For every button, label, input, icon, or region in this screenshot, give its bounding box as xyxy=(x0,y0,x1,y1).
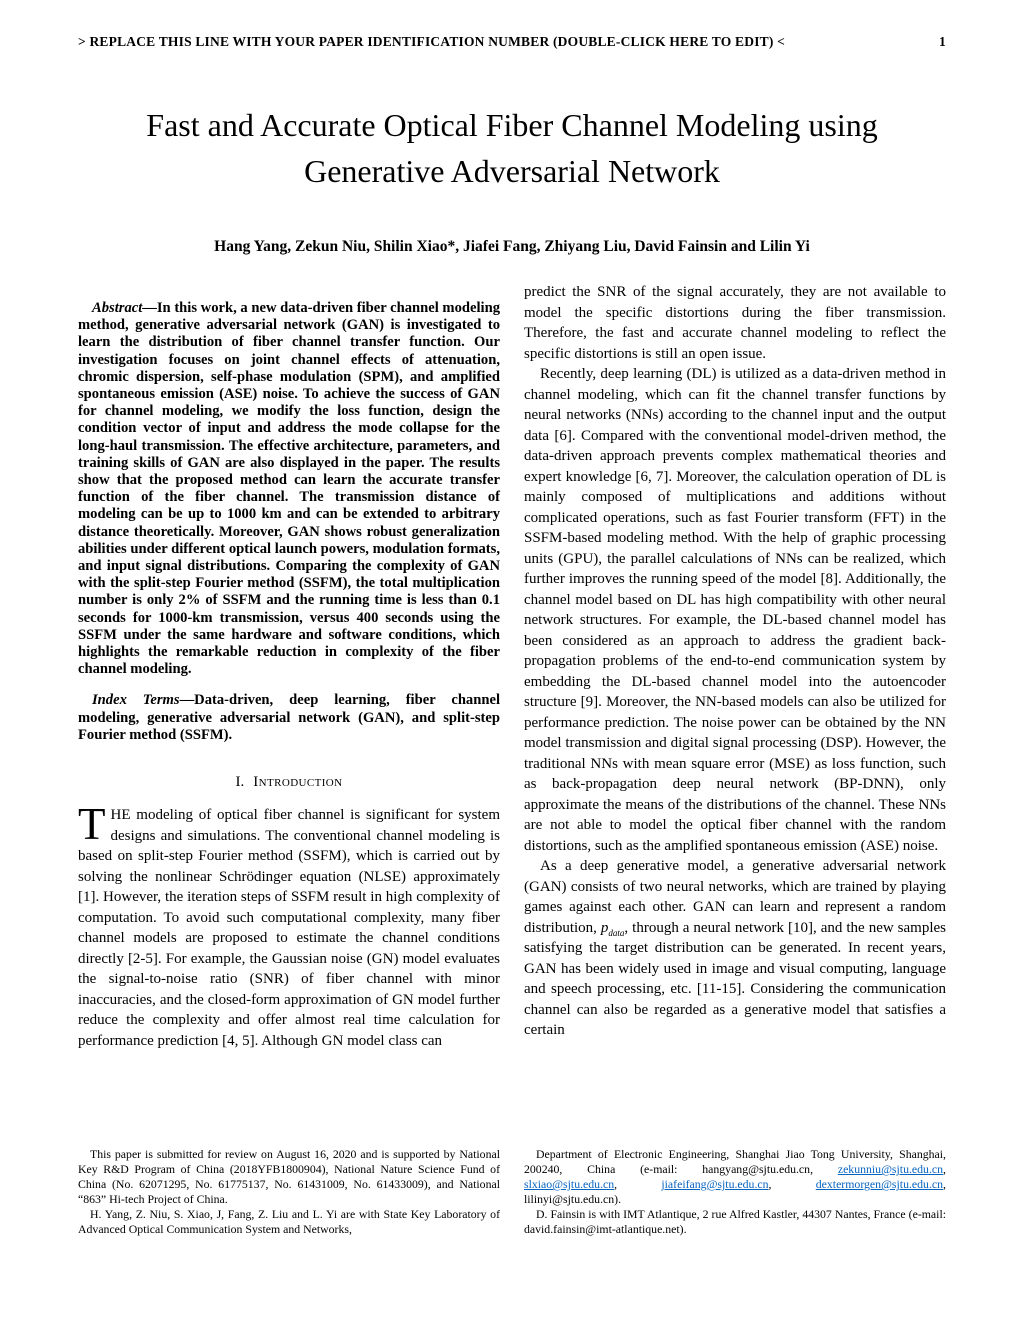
email-link-jiafeifang[interactable]: jiafeifang@sjtu.edu.cn xyxy=(661,1177,769,1191)
abstract-text: —In this work, a new data-driven fiber channel modeling method, generative adversarial network (GAN) is investigated to learn the distribution of fiber channel transfer function. Our investigation focuses on joint channel effects of attenuation, chromic dispersion, self-phase modulation (SPM), and amplified spontaneous emission (ASE) noise. To achieve the success of GAN for channel modeling, we modify the loss function, design the condition vector of input and address the mode collapse for the long-haul transmission. The effective architecture, parameters, and training skills of GAN are also displayed in the paper. The results show that the proposed method can learn the accurate transfer function of the fiber channel. The transmission distance of modeling can be up to 1000 km and can be extended to arbitrary distance theoretically. Moreover, GAN shows robust generalization abilities under different optical launch powers, modulation formats, and input signal distributions. Comparing the complexity of GAN with the split-step Fourier method (SSFM), the total multiplication number is only 2% of SSFM and the running time is less than 0.1 seconds for 1000-km transmission, versus 400 seconds using the SSFM under the same hardware and software conditions, which highlights the remarkable reduction in complexity of the fiber channel modeling. xyxy=(78,300,500,678)
right-paragraph-3 xyxy=(524,856,946,1041)
separator-3: , xyxy=(768,1177,816,1191)
intro-paragraph-1 xyxy=(78,799,500,1051)
right-paragraph-2: Recently, deep learning (DL) is utilized as a data-driven method in channel modeling, which can fit the channel transfer functions by neural networks (NNs) according to the channel input and the output data [6]. Compared with the conventional model-driven method, the data-driven approach prevents complex mathematical theories and expert knowledge [6, 7]. Moreover, the calculation operation of DL is mainly composed of multiplications and additions without complicated operations, such as fast Fourier transform (FFT) in the SSFM-based modeling method. With the help of graphic processing units (GPU), the parallel calculations of NNs can be realized, which further improves the running speed of the model [8]. Additionally, the channel model based on DL has high compatibility with other neural network structures. For example, the DL-based channel model has been considered as an approach to address the gradient back-propagation problems of the end-to-end communication system by embedding the DL-based channel model into the autoencoder structure [9]. Moreover, the NN-based models can also be utilized for performance prediction. The noise power can be obtained by the NN model transmission and digital signal processing (DSP). However, the traditional NNs with mean square error (MSE) as loss function, such as back-propagation deep neural network (BP-DNN), only approximate the means of the distributions of the channel. These NNs are not able to model the optical fiber channel with the random distortions, such as the amplified spontaneous emission (ASE) noise. xyxy=(524,366,946,854)
intro-paragraph-1-text: HE modeling of optical fiber channel is significant for system designs and simulations. The conventional channel modeling is based on split-step Fourier method (SSFM), which is carried out by solving the nonlinear Schrödinger equation (NLSE) approximately [1]. However, the iteration steps of SSFM result in high complexity of computation. To avoid such computational complexity, many fiber channel models are proposed to estimate the channel conditions directly [2-5]. For example, the Gaussian noise (GN) model evaluates the signal-to-noise ratio (SNR) of fiber channel with minor inaccuracies, and the closed-form approximation of GN model further reduce the complexity and offer almost real time calculation for performance prediction [4, 5]. Although GN model class can xyxy=(78,807,500,1049)
affiliation-text-end: , lilinyi@sjtu.edu.cn). xyxy=(524,1177,946,1206)
separator-2: , xyxy=(614,1177,662,1191)
email-link-dextermorgen[interactable]: dextermorgen@sjtu.edu.cn xyxy=(815,1177,944,1191)
running-header xyxy=(78,34,946,50)
right-paragraph-3-text-b: , through a neural network [10], and the new samples satisfying the target distribution can be generated. In recent years, GAN has been widely used in image and visual computing, language and speech processing, etc. [11-15]. Considering the communication channel can also be regarded as a generative model that satisfies a certain xyxy=(524,919,946,1038)
affiliation-note-1: H. Yang, Z. Niu, S. Xiao, J, Fang, Z. Liu and L. Yi are with State Key Laboratory of Advanced Optical Communication System and Networks, xyxy=(78,1207,500,1236)
section-number: I. xyxy=(235,774,245,791)
index-terms-label: Index Terms xyxy=(92,692,180,709)
dropcap-T: T xyxy=(78,799,106,850)
index-terms-text: —Data-driven, deep learning, fiber channel modeling, generative adversarial network (GAN), and split-step Fourier method (SSFM). xyxy=(78,692,500,743)
page-number: 1 xyxy=(939,34,946,49)
two-column-body xyxy=(78,282,946,1237)
right-column xyxy=(524,282,946,1237)
abstract-label: Abstract xyxy=(92,300,143,316)
pdata-variable: p xyxy=(600,919,609,936)
pdata-subscript: data xyxy=(608,927,625,938)
section-heading-introduction xyxy=(78,774,500,791)
paper-title: Fast and Accurate Optical Fiber Channel Modeling using Generative Adversarial Network xyxy=(146,107,878,189)
funding-note: This paper is submitted for review on August 16, 2020 and is supported by National Key R&D Program of China (2018YFB1800904), National Nature Science Fund of China (No. 62071295, No. 61775137, No. 61431009, No. 61433009), and National “863” Hi-tech Project of China. xyxy=(78,1147,500,1206)
right-footnote xyxy=(524,1147,946,1237)
abstract xyxy=(78,300,500,678)
section-title: Introduction xyxy=(253,774,343,791)
email-link-slxiao[interactable]: slxiao@sjtu.edu.cn xyxy=(524,1177,615,1191)
right-paragraph-1: predict the SNR of the signal accurately, they are not available to model the specific distortions during the fiber transmission. Therefore, the fast and accurate channel modeling to reflect the specific distortions is still an open issue. xyxy=(524,284,946,362)
left-footnote xyxy=(78,1147,500,1237)
separator-1: , xyxy=(943,1162,946,1176)
affiliation-note-2 xyxy=(524,1147,946,1207)
affiliation-text: Department of Electronic Engineering, Shanghai Jiao Tong University, Shanghai, 200240, China (e-mail: hangyang@sjtu.edu.cn, xyxy=(524,1147,946,1176)
running-title: > REPLACE THIS LINE WITH YOUR PAPER IDENTIFICATION NUMBER (DOUBLE-CLICK HERE TO EDIT) < xyxy=(78,34,786,49)
authors-line: Hang Yang, Zekun Niu, Shilin Xiao*, Jiafei Fang, Zhiyang Liu, David Fainsin and Lilin Yi xyxy=(214,238,810,255)
index-terms xyxy=(78,692,500,744)
email-link-zekunniu[interactable]: zekunniu@sjtu.edu.cn xyxy=(837,1162,944,1176)
right-paragraph-3-text-a: As a deep generative model, a generative adversarial network (GAN) consists of two neural networks, which are trained by playing games against each other. GAN can learn and represent a random distribution, xyxy=(524,858,946,936)
affiliation-note-3: D. Fainsin is with IMT Atlantique, 2 rue Alfred Kastler, 44307 Nantes, France (e-mail: david.fainsin@imt-atlantique.net). xyxy=(524,1207,946,1236)
left-column xyxy=(78,282,500,1237)
